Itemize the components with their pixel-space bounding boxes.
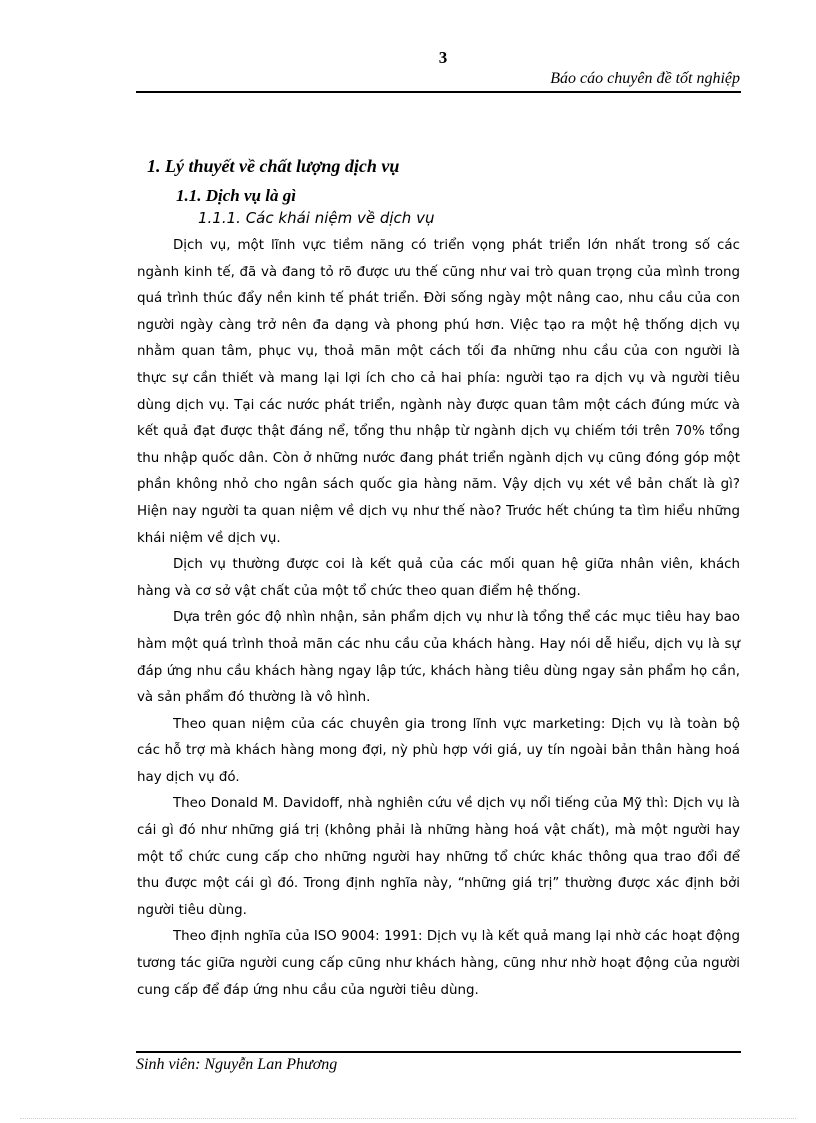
paragraph: Theo định nghĩa của ISO 9004: 1991: Dịch vụ là kết quả mang lại nhờ các hoạt động tương tác giữa người cung cấp cũng như khách hàng, cũng như nhờ hoạt động của người cung cấp để đáp ứng nhu cầu của người tiêu dùng. (137, 929, 740, 998)
header-title: Báo cáo chuyên đề tốt nghiệp (550, 70, 740, 87)
page-number: 3 (438, 48, 448, 67)
header-divider (136, 91, 741, 93)
paragraph: Dựa trên góc độ nhìn nhận, sản phẩm dịch vụ như là tổng thể các mục tiêu hay bao hàm một quá trình thoả mãn các nhu cầu của khách hàng. Hay nói dễ hiểu, dịch vụ là sự đáp ứng nhu cầu khách hàng ngay lập tức, khách hàng tiêu dùng ngay sản phẩm họ cần, và sản phẩm đó thường là vô hình. (137, 610, 740, 706)
footer-student-name: Sinh viên: Nguyễn Lan Phương (136, 1056, 338, 1073)
body-text (137, 233, 740, 1004)
paragraph: Dịch vụ, một lĩnh vực tiềm năng có triển vọng phát triển lớn nhất trong số các ngành kinh tế, đã và đang tỏ rõ được ưu thế cũng như vai trò quan trọng của mình trong quá trình thúc đẩy nền kinh tế phát triển. Đời sống ngày một nâng cao, nhu cầu của con người ngày càng trở nên đa dạng và phong phú hơn. Việc tạo ra một hệ thống dịch vụ nhằm quan tâm, phục vụ, thoả mãn một cách tối đa những nhu cầu của con người là thực sự cần thiết và mang lại lợi ích cho cả hai phía: người tạo ra dịch vụ và người tiêu dùng dịch vụ. Tại các nước phát triển, ngành này được quan tâm một cách đúng mức và kết quả đạt được thật đáng nể, tổng thu nhập từ ngành dịch vụ chiếm tới trên 70% tổng thu nhập quốc dân. Còn ở những nước đang phát triển ngành dịch vụ cũng đóng góp một phần không nhỏ cho ngân sách quốc gia hàng năm. Vậy dịch vụ xét về bản chất là gì? Hiện nay người ta quan niệm về dịch vụ như thế nào? Trước hết chúng ta tìm hiểu những khái niệm về dịch vụ. (137, 238, 740, 546)
paragraph: Dịch vụ thường được coi là kết quả của các mối quan hệ giữa nhân viên, khách hàng và cơ sở vật chất của một tổ chức theo quan điểm hệ thống. (137, 557, 740, 599)
sub-subsection-heading: 1.1.1. Các khái niệm về dịch vụ (198, 209, 435, 227)
paragraph: Theo quan niệm của các chuyên gia trong lĩnh vực marketing: Dịch vụ là toàn bộ các hỗ trợ mà khách hàng mong đợi, nỳ phù hợp với giá, uy tín ngoài bản thân hàng hoá hay dịch vụ đó. (137, 716, 740, 785)
footer-divider (136, 1051, 741, 1053)
paragraph: Theo Donald M. Davidoff, nhà nghiên cứu về dịch vụ nổi tiếng của Mỹ thì: Dịch vụ là cái gì đó như những giá trị (không phải là những hàng hoá vật chất), mà một người hay một tổ chức cung cấp cho những người hay những tổ chức khác thông qua trao đổi để thu được một cái gì đó. Trong định nghĩa này, “những giá trị” thường được xác định bởi người tiêu dùng. (137, 796, 740, 918)
subsection-heading: 1.1. Dịch vụ là gì (176, 186, 296, 205)
page-bottom-border (20, 1118, 796, 1119)
section-heading: 1. Lý thuyết về chất lượng dịch vụ (147, 156, 400, 176)
